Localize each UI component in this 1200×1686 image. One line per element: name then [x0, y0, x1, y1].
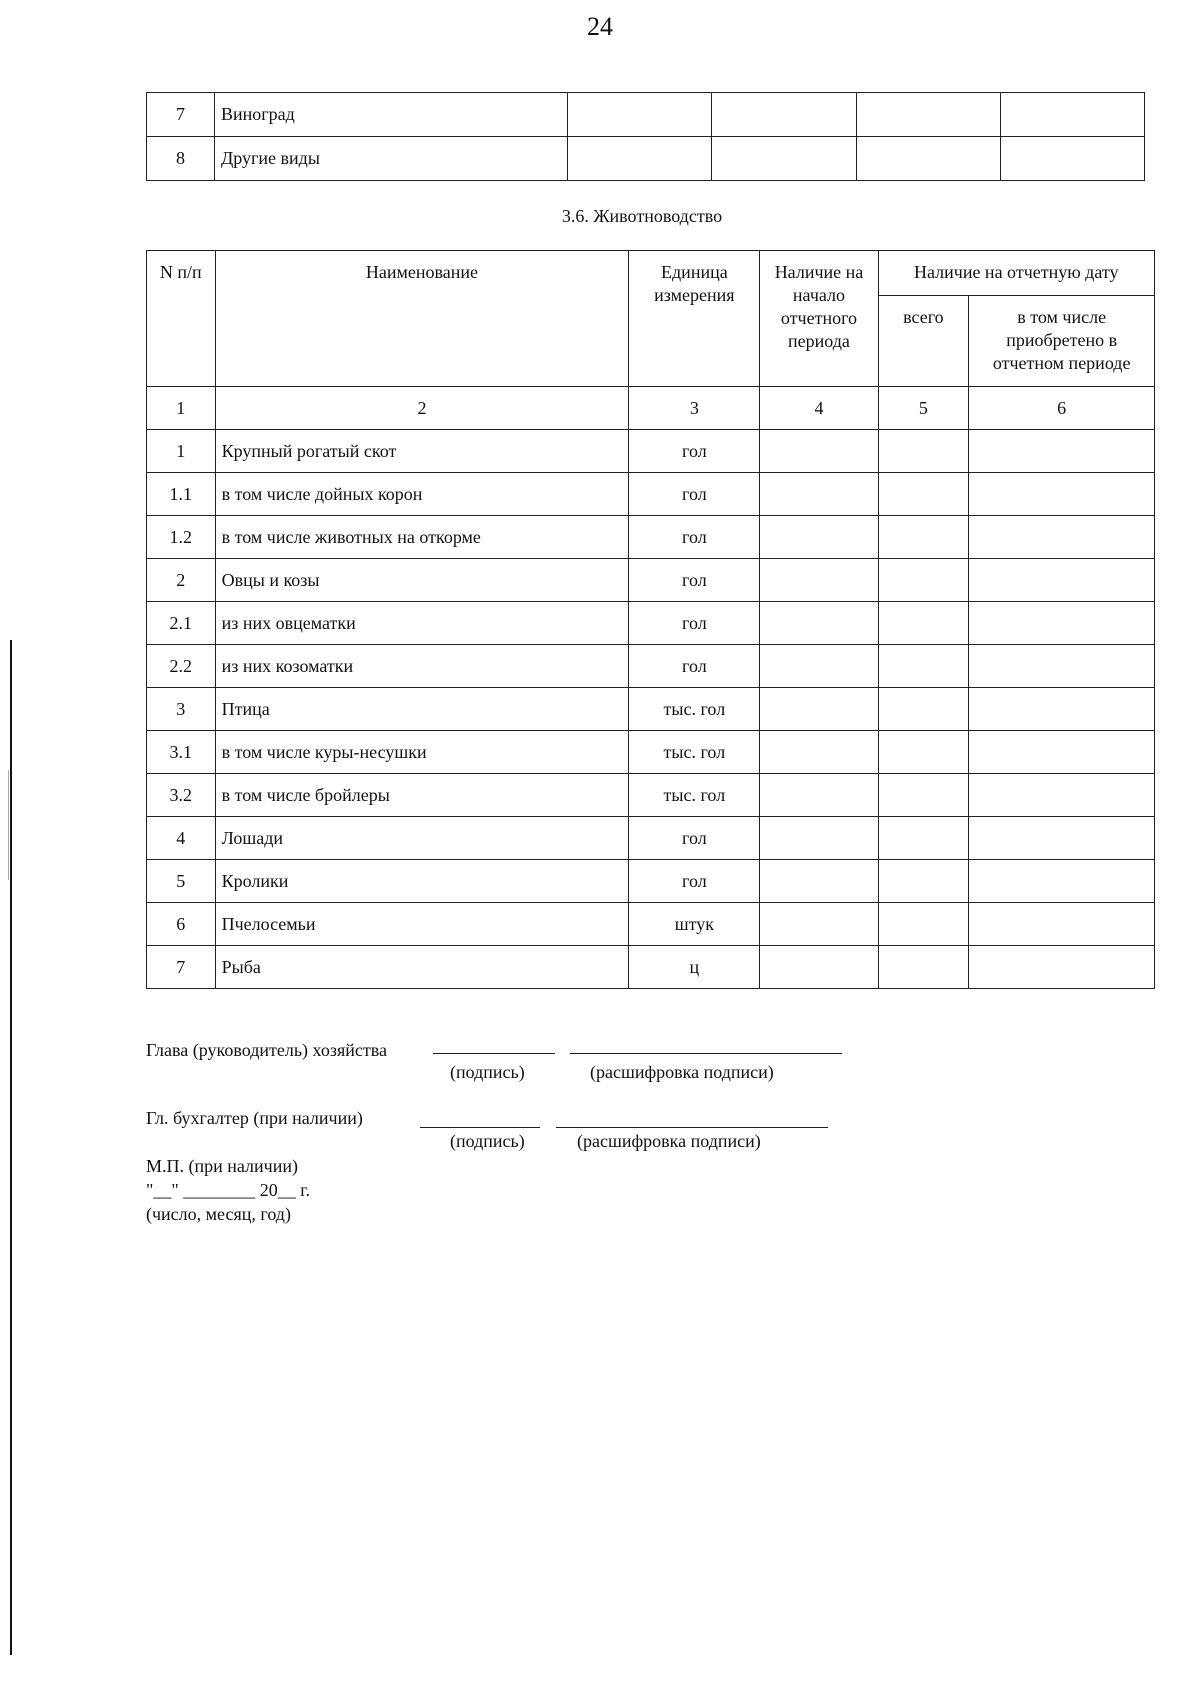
section-title: 3.6. Животноводство [561, 206, 723, 226]
row-number: 7 [147, 946, 216, 989]
crops-table-continuation [146, 92, 1145, 181]
table-row [147, 946, 1155, 989]
row-name: в том числе животных на откорме [215, 516, 629, 559]
row-number: 2.1 [147, 602, 216, 645]
header-unit: Единица измерения [629, 251, 760, 387]
header-total: всего [878, 296, 969, 387]
column-number: 1 [147, 387, 216, 430]
empty-cell [1000, 93, 1144, 137]
empty-cell [969, 860, 1155, 903]
empty-cell [760, 946, 878, 989]
empty-cell [878, 860, 969, 903]
accountant-decoding-line [556, 1127, 828, 1128]
row-unit: гол [629, 559, 760, 602]
empty-cell [760, 645, 878, 688]
date-line: "__" ________ 20__ г. [146, 1180, 311, 1200]
column-number: 6 [969, 387, 1155, 430]
page-number: 24 [587, 12, 613, 41]
empty-cell [760, 473, 878, 516]
table-row [147, 430, 1155, 473]
scan-margin-mark [8, 770, 9, 880]
column-numbers-row [147, 387, 1155, 430]
table-row [147, 602, 1155, 645]
row-name: Виноград [215, 93, 568, 137]
head-label: Глава (руководитель) хозяйства [146, 1040, 387, 1060]
row-number: 3.1 [147, 731, 216, 774]
column-number: 5 [878, 387, 969, 430]
empty-cell [969, 602, 1155, 645]
head-decoding-caption: (расшифровка подписи) [590, 1062, 774, 1082]
empty-cell [878, 731, 969, 774]
head-decoding-line [570, 1053, 842, 1054]
row-number: 2 [147, 559, 216, 602]
row-unit: штук [629, 903, 760, 946]
row-name: Лошади [215, 817, 629, 860]
empty-cell [878, 430, 969, 473]
empty-cell [969, 774, 1155, 817]
table-row [147, 559, 1155, 602]
empty-cell [969, 473, 1155, 516]
row-number: 1 [147, 430, 216, 473]
empty-cell [1000, 137, 1144, 181]
table-row [147, 688, 1155, 731]
row-unit: гол [629, 602, 760, 645]
row-number: 6 [147, 903, 216, 946]
empty-cell [856, 137, 1000, 181]
accountant-decoding-caption: (расшифровка подписи) [577, 1131, 761, 1151]
table-row [147, 516, 1155, 559]
empty-cell [760, 688, 878, 731]
row-name: Овцы и козы [215, 559, 629, 602]
column-number: 2 [215, 387, 629, 430]
empty-cell [878, 473, 969, 516]
row-name: Рыба [215, 946, 629, 989]
column-number: 4 [760, 387, 878, 430]
empty-cell [856, 93, 1000, 137]
row-unit: тыс. гол [629, 774, 760, 817]
row-unit: ц [629, 946, 760, 989]
row-name: в том числе дойных корон [215, 473, 629, 516]
empty-cell [969, 817, 1155, 860]
empty-cell [969, 946, 1155, 989]
header-report-date: Наличие на отчетную дату [878, 251, 1155, 296]
empty-cell [568, 137, 712, 181]
table-row [147, 903, 1155, 946]
table-row [147, 817, 1155, 860]
row-unit: гол [629, 645, 760, 688]
empty-cell [760, 430, 878, 473]
row-name: Кролики [215, 860, 629, 903]
row-unit: тыс. гол [629, 688, 760, 731]
row-name: в том числе бройлеры [215, 774, 629, 817]
header-acquired: в том числе приобретено в отчетном периоде [969, 296, 1155, 387]
row-number: 1.2 [147, 516, 216, 559]
empty-cell [969, 516, 1155, 559]
table-row [147, 860, 1155, 903]
empty-cell [969, 430, 1155, 473]
row-number: 3 [147, 688, 216, 731]
table-row [147, 731, 1155, 774]
scan-margin-line [10, 640, 12, 1655]
empty-cell [878, 602, 969, 645]
empty-cell [760, 731, 878, 774]
empty-cell [878, 645, 969, 688]
empty-cell [760, 559, 878, 602]
empty-cell [878, 559, 969, 602]
row-number: 2.2 [147, 645, 216, 688]
head-signature-caption: (подпись) [450, 1062, 525, 1082]
row-unit: тыс. гол [629, 731, 760, 774]
row-name: из них козоматки [215, 645, 629, 688]
row-number: 4 [147, 817, 216, 860]
empty-cell [878, 774, 969, 817]
row-number: 7 [147, 93, 215, 137]
empty-cell [969, 731, 1155, 774]
row-number: 5 [147, 860, 216, 903]
table-row [147, 473, 1155, 516]
table-row [147, 774, 1155, 817]
empty-cell [760, 602, 878, 645]
row-unit: гол [629, 860, 760, 903]
head-signature-line [433, 1053, 555, 1054]
column-number: 3 [629, 387, 760, 430]
row-number: 3.2 [147, 774, 216, 817]
accountant-signature-line [420, 1127, 540, 1128]
empty-cell [760, 774, 878, 817]
seal-label: М.П. (при наличии) [146, 1156, 298, 1176]
empty-cell [878, 688, 969, 731]
row-name: в том числе куры-несушки [215, 731, 629, 774]
row-number: 1.1 [147, 473, 216, 516]
row-name: Другие виды [215, 137, 568, 181]
empty-cell [969, 903, 1155, 946]
row-name: Крупный рогатый скот [215, 430, 629, 473]
empty-cell [878, 516, 969, 559]
empty-cell [878, 817, 969, 860]
table-row [147, 137, 1145, 181]
date-caption: (число, месяц, год) [146, 1204, 291, 1224]
accountant-label: Гл. бухгалтер (при наличии) [146, 1108, 363, 1128]
empty-cell [878, 946, 969, 989]
row-name: Птица [215, 688, 629, 731]
row-name: из них овцематки [215, 602, 629, 645]
table-row [147, 645, 1155, 688]
row-name: Пчелосемьи [215, 903, 629, 946]
empty-cell [969, 645, 1155, 688]
row-unit: гол [629, 430, 760, 473]
row-unit: гол [629, 516, 760, 559]
empty-cell [878, 903, 969, 946]
header-start: Наличие на начало отчетного периода [760, 251, 878, 387]
empty-cell [760, 860, 878, 903]
row-unit: гол [629, 473, 760, 516]
empty-cell [568, 93, 712, 137]
table-row [147, 93, 1145, 137]
livestock-table [146, 250, 1155, 989]
empty-cell [760, 516, 878, 559]
empty-cell [760, 903, 878, 946]
header-name: Наименование [215, 251, 629, 387]
accountant-signature-caption: (подпись) [450, 1131, 525, 1151]
empty-cell [712, 93, 856, 137]
empty-cell [969, 688, 1155, 731]
empty-cell [712, 137, 856, 181]
empty-cell [969, 559, 1155, 602]
row-number: 8 [147, 137, 215, 181]
header-num: N п/п [147, 251, 216, 387]
row-unit: гол [629, 817, 760, 860]
empty-cell [760, 817, 878, 860]
